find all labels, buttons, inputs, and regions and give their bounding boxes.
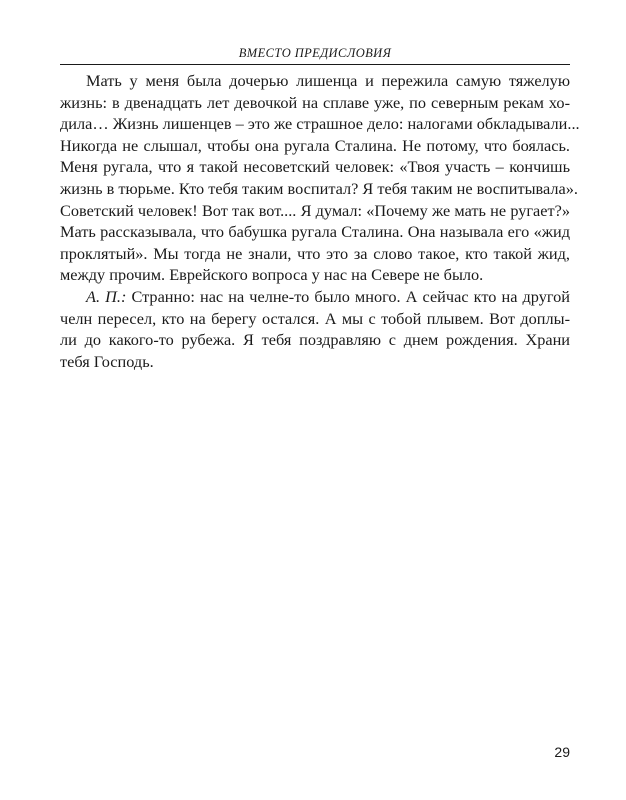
text-line: челн пересел, кто на берегу остался. А мы с тобой плывем. Вот доплы- bbox=[60, 308, 570, 328]
page-number: 29 bbox=[554, 744, 570, 760]
text-line: проклятый». Мы тогда не знали, что это за слово такое, кто такой жид, bbox=[60, 243, 570, 263]
text-line-with-speaker bbox=[60, 286, 570, 308]
running-head: ВМЕСТО ПРЕДИСЛОВИЯ bbox=[238, 46, 392, 60]
text-line: Советский человек! Вот так вот.... Я думал: «Почему же мать не ругает?» bbox=[60, 200, 570, 220]
paragraph-1 bbox=[60, 70, 580, 286]
text-line: между прочим. Еврейского вопроса у нас на Севере не было. bbox=[60, 265, 484, 285]
text-line: Мать рассказывала, что бабушка ругала Сталина. Она называла его «жид bbox=[60, 222, 570, 242]
text-line: жизнь: в двенадцать лет девочкой на сплаве уже, по северным рекам хо- bbox=[60, 92, 570, 112]
text-line: Меня ругала, что я такой несоветский человек: «Твоя участь – кончишь bbox=[60, 157, 570, 177]
text-line: Никогда не слышал, чтобы она ругала Сталина. Не потому, что боялась. bbox=[60, 135, 570, 155]
text-fragment: Странно: нас на челне-то было много. А сейчас кто на другой bbox=[126, 286, 570, 306]
paragraph-2 bbox=[60, 286, 570, 372]
text-line: ли до какого-то рубежа. Я тебя поздравляю с днем рождения. Храни bbox=[60, 330, 570, 350]
text-line: жизнь в тюрьме. Кто тебя таким воспитал? Я тебя таким не воспитывала». bbox=[60, 178, 578, 198]
text-line: тебя Господь. bbox=[60, 351, 154, 371]
header-rule bbox=[60, 64, 570, 65]
text-line: Мать у меня была дочерью лишенца и пережила самую тяжелую bbox=[86, 71, 570, 90]
speaker-label: А. П.: bbox=[86, 286, 127, 306]
text-line: дила… Жизнь лишенцев – это же страшное дело: налогами обкладывали... bbox=[60, 114, 580, 134]
body-text bbox=[60, 70, 580, 372]
